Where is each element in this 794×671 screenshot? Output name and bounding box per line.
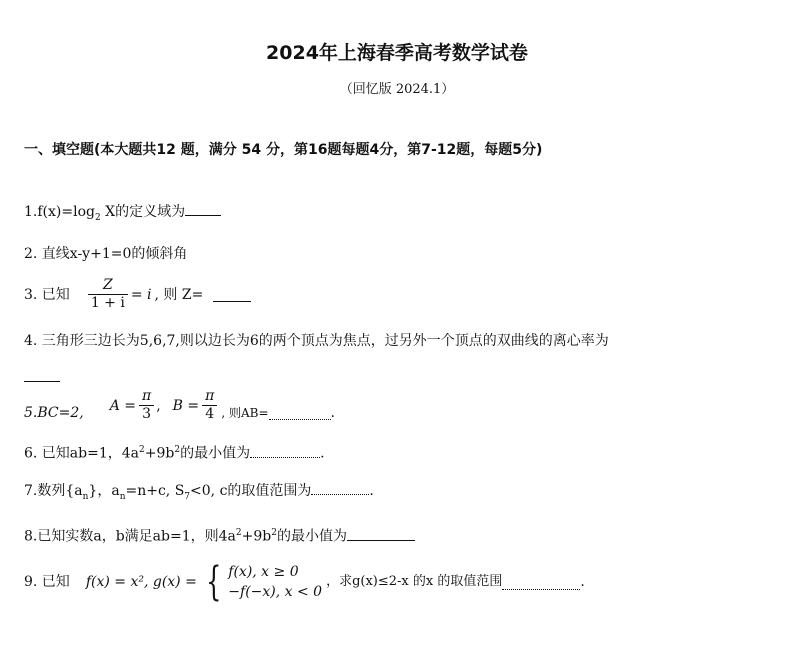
- question-7-text-c: =n+c, S: [125, 483, 185, 499]
- page-subtitle: （回忆版 2024.1）: [339, 82, 455, 97]
- question-9-case-2: −f(−x), x < 0: [228, 584, 323, 600]
- brace-icon: {: [205, 559, 222, 605]
- question-5-prefix: 5.BC=2,: [24, 404, 84, 421]
- answer-blank-9[interactable]: [502, 575, 580, 590]
- question-5-a-label: A =: [109, 397, 137, 414]
- question-8-text-b: +9b: [241, 528, 272, 545]
- question-7-sub2: n: [119, 491, 126, 502]
- question-7-sub3: 7: [184, 491, 191, 502]
- question-6-text-a: 6. 已知ab=1，4a: [24, 445, 140, 462]
- question-7-text-a: 7.数列{a: [24, 483, 83, 499]
- question-6-text-c: 的最小值为: [180, 445, 251, 462]
- question-5-tail: , 则AB=: [221, 405, 269, 420]
- question-9-tail: ，求g(x)≤2-x 的x 的取值范围: [326, 574, 503, 589]
- question-5-b-fraction: [202, 388, 217, 423]
- question-1: [24, 201, 221, 227]
- answer-blank-3[interactable]: [213, 287, 251, 302]
- question-9-fdef: f(x) = x², g(x) =: [85, 574, 197, 590]
- question-6: [24, 441, 325, 463]
- question-9-prefix: 9. 已知: [24, 574, 70, 590]
- question-6-sup2: 2: [174, 445, 181, 455]
- section-heading: 一、填空题(本大题共12 题，满分 54 分，第16题每题4分，第7-12题，每题5分): [24, 142, 543, 158]
- question-7-text-d: <0, c的取值范围为: [190, 483, 312, 499]
- question-5-b-den: 4: [202, 405, 217, 423]
- question-9-end: .: [580, 574, 585, 590]
- question-8-sup1: 2: [235, 528, 242, 538]
- question-2-text: 2. 直线x-y+1=0的倾斜角: [24, 246, 188, 262]
- question-5: 5.BC=2, A = $\frac{\pi}{3}$ , B = $\frac{\pi}{4}$ , 则AB= .: [24, 388, 335, 422]
- question-5-a-num: π: [142, 388, 152, 404]
- question-8-text-c: 的最小值为: [276, 528, 347, 545]
- question-7-end: .: [369, 483, 374, 499]
- question-7-text-b: }，a: [88, 483, 120, 499]
- question-3-fraction: [88, 277, 128, 312]
- question-2: [24, 245, 187, 263]
- question-7-sub1: n: [82, 491, 89, 502]
- question-9-case-1: f(x), x ≥ 0: [228, 564, 299, 580]
- question-1-text-b: X的定义域为: [100, 204, 186, 220]
- question-3-numerator: Z: [102, 277, 113, 293]
- answer-blank-5[interactable]: [269, 405, 331, 420]
- question-4: [24, 332, 609, 350]
- question-6-sup1: 2: [139, 445, 145, 455]
- question-8-text-a: 8.已知实数a，b满足ab=1，则4a: [24, 528, 236, 545]
- answer-blank-6[interactable]: [250, 443, 320, 458]
- question-3-equation: = i: [130, 286, 152, 303]
- question-3: [24, 277, 251, 312]
- answer-blank-8[interactable]: [347, 526, 415, 541]
- answer-blank-1[interactable]: [185, 201, 221, 216]
- question-1-text-a: 1.f(x)=log: [24, 204, 95, 220]
- question-3-prefix: 3. 已知: [24, 286, 70, 303]
- question-5-a-fraction: [139, 388, 154, 423]
- question-5-end: .: [330, 404, 335, 421]
- question-5-b-num: π: [205, 388, 215, 404]
- question-6-text-b: +9b: [144, 445, 175, 462]
- answer-blank-4[interactable]: [24, 367, 60, 382]
- question-7: [24, 480, 374, 506]
- question-3-mid: , 则 Z=: [154, 286, 204, 303]
- answer-blank-7[interactable]: [311, 480, 369, 495]
- question-1-sub: 2: [94, 212, 101, 223]
- question-3-denominator: 1 + i: [88, 294, 128, 312]
- question-5-b-label: B =: [172, 397, 200, 414]
- question-4-text: 4. 三角形三边长为5,6,7,则以边长为6的两个顶点为焦点，过另外一个顶点的双曲线的离心率为: [24, 333, 609, 349]
- question-6-end: .: [320, 445, 325, 462]
- question-8-sup2: 2: [271, 528, 277, 538]
- page-title: 2024年上海春季高考数学试卷: [266, 42, 528, 64]
- question-9: [24, 559, 585, 605]
- question-8: [24, 524, 415, 546]
- question-5-a-den: 3: [139, 405, 154, 423]
- question-9-piecewise: [201, 559, 323, 605]
